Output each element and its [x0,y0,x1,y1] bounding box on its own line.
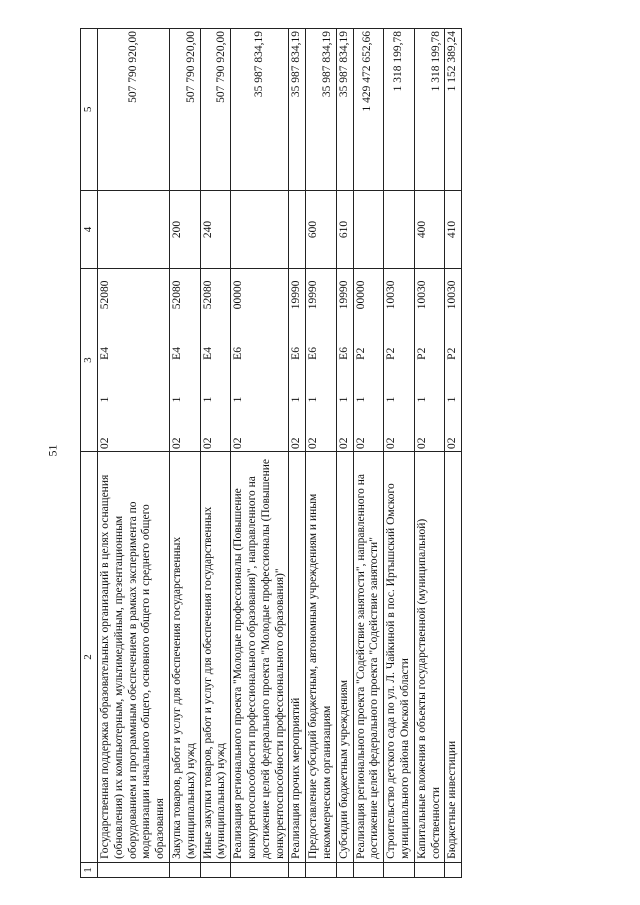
row-name: Реализация регионального проекта "Содействие занятости", направленного на достижение целей федерального проекта "Содействие занятости" [353,452,384,863]
row-code [414,269,445,452]
code-project: E4 [201,347,214,360]
row-amount: 35 987 834,19 [231,29,289,191]
code-subprogram: 1 [232,396,245,403]
code-project: E6 [307,347,320,360]
code-subprogram: 1 [99,396,111,403]
budget-table [80,28,462,878]
code-program: 02 [290,437,303,450]
row-code [384,269,415,452]
header-col-4: 4 [81,190,98,269]
code-parts [232,271,246,449]
code-program: 02 [446,437,459,450]
code-parts [99,271,113,449]
code-project: E4 [170,347,183,360]
row-index-cell [445,862,462,877]
code-subprogram: 1 [337,396,350,403]
code-program: 02 [201,437,214,450]
row-index-cell [414,862,445,877]
table-row [169,29,200,878]
table-row [98,29,170,878]
code-project: E4 [99,347,111,360]
code-project: E6 [337,347,350,360]
code-parts [307,271,321,449]
code-project: E6 [290,347,303,360]
row-code [353,269,384,452]
header-col-2: 2 [81,452,98,863]
row-index-cell [231,862,289,877]
row-index-cell [289,862,306,877]
header-col-3: 3 [81,269,98,452]
row-amount: 35 987 834,19 [289,29,306,191]
table-row [445,29,462,878]
row-index-cell [384,862,415,877]
row-expense-type [353,190,384,269]
row-expense-type: 240 [200,190,231,269]
row-index-cell [306,862,337,877]
table-row [200,29,231,878]
table-header-row [81,29,98,878]
row-expense-type [384,190,415,269]
row-amount: 1 318 199,78 [414,29,445,191]
row-expense-type: 600 [306,190,337,269]
code-subprogram: 1 [201,396,214,403]
row-name: Предоставление субсидий бюджетным, автономным учреждениям и иным некоммерческим организациям [306,452,337,863]
table-row [414,29,445,878]
code-project: P2 [415,347,428,360]
code-parts [171,271,185,449]
code-direction: 19990 [307,280,320,310]
code-direction: 52080 [170,280,183,310]
row-name: Реализация прочих мероприятий [289,452,306,863]
row-code [336,269,353,452]
code-program: 02 [337,437,350,450]
table-row [353,29,384,878]
code-subprogram: 1 [354,396,367,403]
code-subprogram: 1 [385,396,398,403]
row-index-cell [353,862,384,877]
table-row [231,29,289,878]
row-code [169,269,200,452]
code-parts [385,271,399,449]
row-amount: 1 429 472 652,66 [353,29,384,191]
row-name: Капитальные вложения в объекты государственной (муниципальной) собственности [414,452,445,863]
code-project: E6 [232,347,245,360]
row-expense-type [289,190,306,269]
code-subprogram: 1 [170,396,183,403]
row-name: Строительство детского сада по ул. Л. Чайкиной в пос. Иртышский Омского муниципального района Омской области [384,452,415,863]
row-code [306,269,337,452]
row-name: Закупка товаров, работ и услуг для обеспечения государственных (муниципальных) нужд [169,452,200,863]
table-body [98,29,462,878]
row-amount: 507 790 920,00 [169,29,200,191]
code-parts [446,271,460,449]
row-code [200,269,231,452]
page-number: 51 [45,444,60,457]
code-program: 02 [354,437,367,450]
code-parts [202,271,216,449]
header-col-5: 5 [81,29,98,191]
code-program: 02 [232,437,245,450]
row-code [231,269,289,452]
row-expense-type: 610 [336,190,353,269]
row-expense-type: 410 [445,190,462,269]
row-amount: 1 318 199,78 [384,29,415,191]
code-project: P2 [446,347,459,360]
code-program: 02 [170,437,183,450]
row-expense-type [231,190,289,269]
header-col-1: 1 [81,862,98,877]
code-parts [290,271,304,449]
code-project: P2 [354,347,367,360]
code-direction: 00000 [354,280,367,310]
code-program: 02 [415,437,428,450]
table-row [289,29,306,878]
code-subprogram: 1 [290,396,303,403]
row-name: Государственная поддержка образовательных организаций в целях оснащения (обновления) их компьютерным, мультимедийным, презентационным оборудованием и программным обеспечением в рамках эксперимента по модернизации начального общего, основного общего и среднего общего образования [98,452,170,863]
table-row [306,29,337,878]
row-code [98,269,170,452]
table-row [384,29,415,878]
row-code [289,269,306,452]
row-expense-type [98,190,170,269]
row-index-cell [336,862,353,877]
code-subprogram: 1 [415,396,428,403]
code-subprogram: 1 [446,396,459,403]
code-parts [416,271,430,449]
code-parts [355,271,369,449]
code-direction: 52080 [201,280,214,310]
code-direction: 19990 [290,280,303,310]
code-direction: 10030 [446,280,459,310]
row-code [445,269,462,452]
code-direction: 19990 [337,280,350,310]
row-amount: 507 790 920,00 [200,29,231,191]
table-row [336,29,353,878]
row-name: Иные закупки товаров, работ и услуг для обеспечения государственных (муниципальных) нужд [200,452,231,863]
code-direction: 10030 [415,280,428,310]
code-subprogram: 1 [307,396,320,403]
code-program: 02 [99,437,111,450]
row-index-cell [169,862,200,877]
code-direction: 10030 [385,280,398,310]
row-name: Бюджетные инвестиции [445,452,462,863]
row-amount: 35 987 834,19 [336,29,353,191]
row-amount: 507 790 920,00 [98,29,170,191]
code-program: 02 [307,437,320,450]
row-amount: 35 987 834,19 [306,29,337,191]
row-name: Субсидии бюджетным учреждениям [336,452,353,863]
row-index-cell [98,862,170,877]
row-name: Реализация регионального проекта "Молодые профессионалы (Повышение конкурентоспособности профессионального образования)", направленного на достижение целей федерального проекта "Молодые профессионалы (Повышение конкурентоспособности профессионального образования)" [231,452,289,863]
rotated-budget-table-container [80,28,640,878]
row-expense-type: 200 [169,190,200,269]
code-project: P2 [385,347,398,360]
row-expense-type: 400 [414,190,445,269]
code-parts [338,271,352,449]
row-index-cell [200,862,231,877]
code-program: 02 [385,437,398,450]
code-direction: 52080 [99,280,111,310]
code-direction: 00000 [232,280,245,310]
row-amount: 1 152 389,24 [445,29,462,191]
